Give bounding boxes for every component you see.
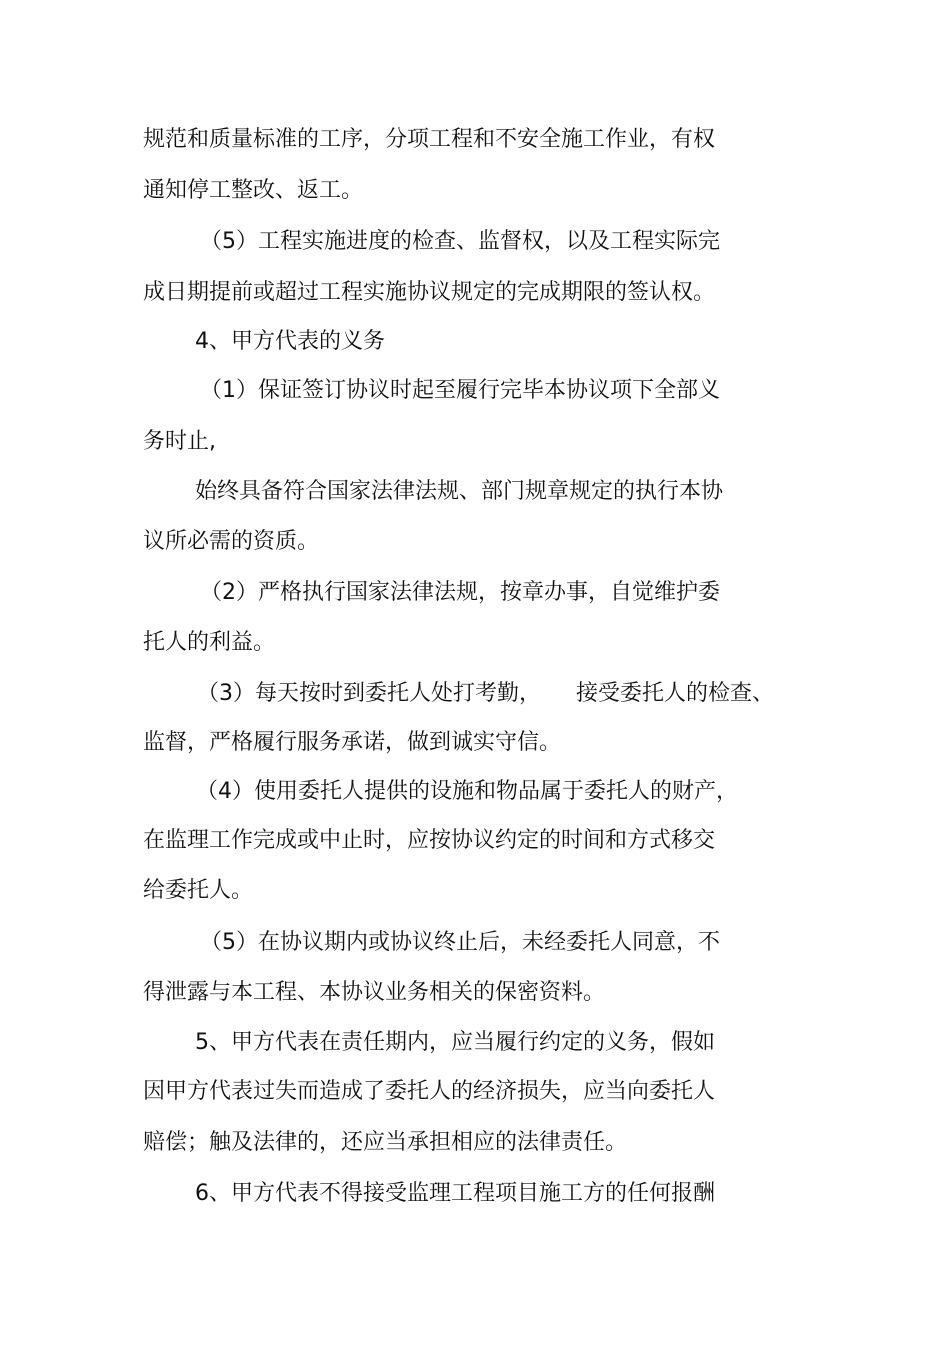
text-line: （2）严格执行国家法律法规，按章办事，自觉维护委 [200, 580, 720, 605]
text-line: 得泄露与本工程、本协议业务相关的保密资料。 [143, 980, 606, 1005]
text-line: 监督，严格履行服务承诺，做到诚实守信。 [143, 730, 562, 755]
text-line: 务时止, [143, 429, 216, 454]
text-line: 给委托人。 [143, 878, 254, 903]
text-line: 在监理工作完成或中止时，应按协议约定的时间和方式移交 [143, 828, 716, 853]
text-line: 6、甲方代表不得接受监理工程项目施工方的任何报酬 [195, 1181, 715, 1206]
text-line: 议所必需的资质。 [143, 529, 320, 554]
text-line: 接受委托人的检查、 [576, 681, 775, 706]
text-line: 托人的利益。 [143, 630, 276, 655]
text-line: （5）工程实施进度的检查、监督权，以及工程实际完 [200, 229, 720, 254]
text-line: 赔偿；触及法律的，还应当承担相应的法律责任。 [143, 1130, 628, 1155]
section-heading: 4、甲方代表的义务 [195, 329, 385, 354]
text-line: 规范和质量标准的工序，分项工程和不安全施工作业，有权 [143, 127, 716, 152]
text-line: 成日期提前或超过工程实施协议规定的完成期限的签认权。 [143, 280, 716, 305]
text-line: （1）保证签订协议时起至履行完毕本协议项下全部义 [200, 378, 720, 403]
text-line: 因甲方代表过失而造成了委托人的经济损失，应当向委托人 [143, 1079, 716, 1104]
text-line: （5）在协议期内或协议终止后，未经委托人同意，不 [200, 930, 720, 955]
text-line: 通知停工整改、返工。 [143, 178, 364, 203]
text-line: （3）每天按时到委托人处打考勤， [197, 681, 541, 706]
text-line: 始终具备符合国家法律法规、部门规章规定的执行本协 [195, 479, 724, 504]
text-line: 5、甲方代表在责任期内，应当履行约定的义务，假如 [195, 1030, 715, 1055]
text-line: （4）使用委托人提供的设施和物品属于委托人的财产， [196, 779, 738, 804]
